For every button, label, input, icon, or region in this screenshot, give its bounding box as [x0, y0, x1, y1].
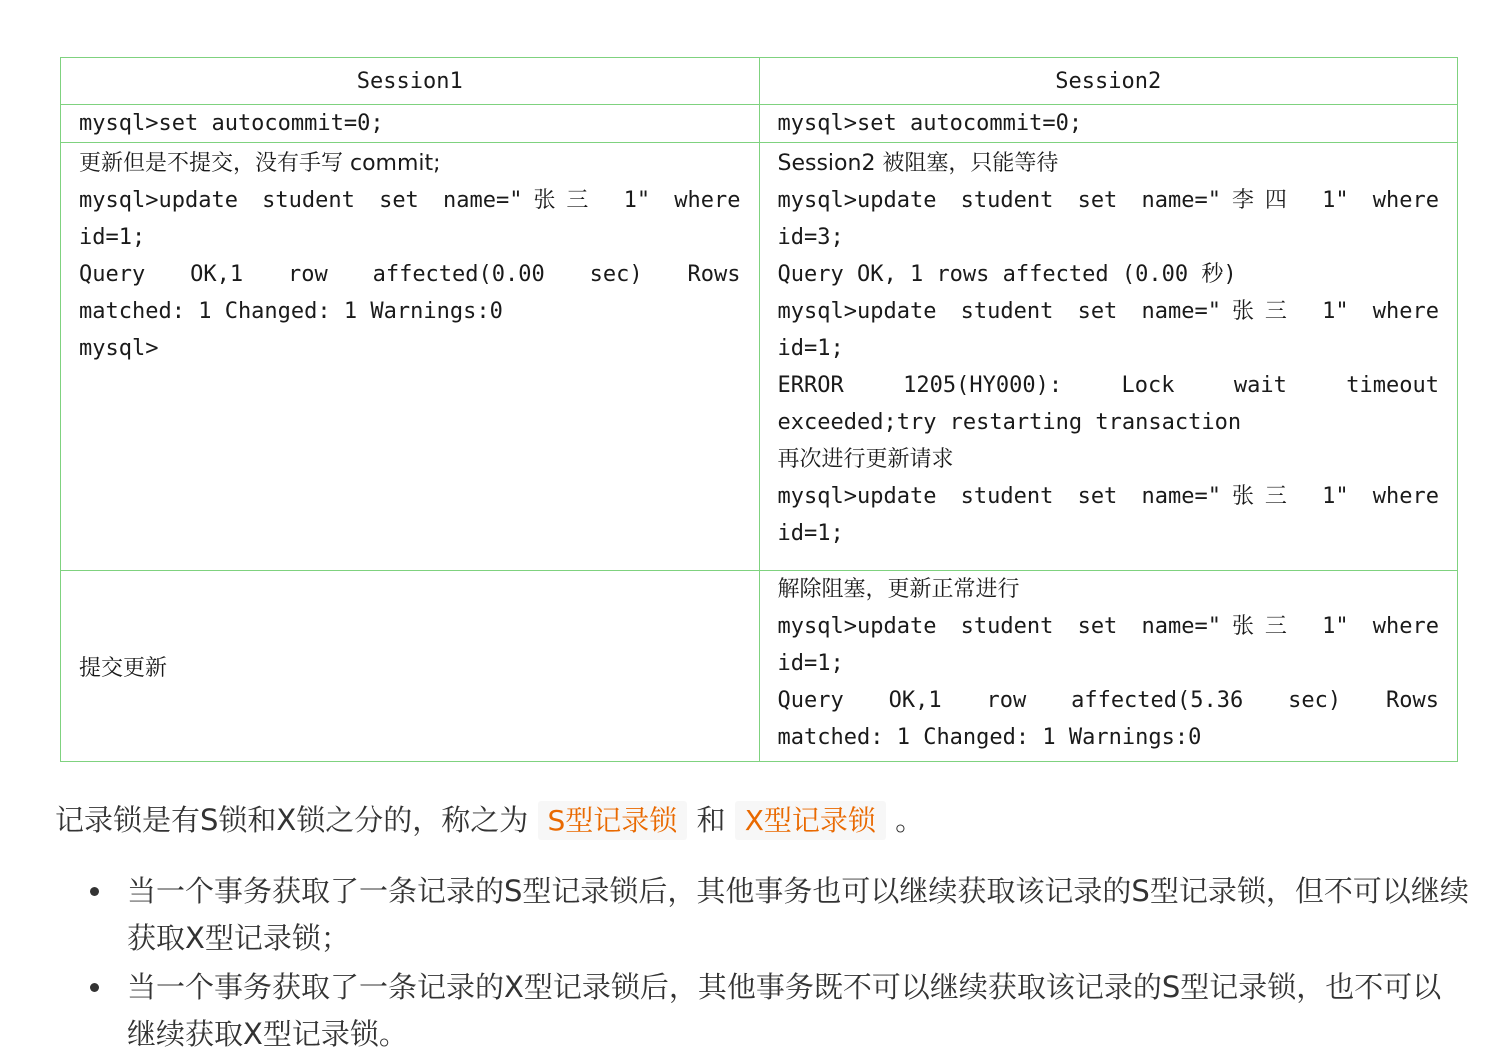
cell-line: Query OK,1 row affected(0.00 sec) Rows: [79, 262, 741, 287]
paragraph-prefix: 记录锁是有S锁和X锁之分的，称之为: [55, 803, 529, 837]
cell-line: 更新但是不提交，没有手写 commit;: [79, 151, 441, 176]
cell-line: Session2 被阻塞，只能等待: [777, 151, 1059, 176]
bullet-icon: [90, 983, 99, 992]
header-session2: Session2: [759, 58, 1458, 105]
cell-line: ERROR 1205(HY000): Lock wait timeout: [777, 373, 1439, 398]
row2-session2: [759, 143, 1458, 571]
cell-line: exceeded;try restarting transaction: [777, 410, 1242, 435]
cell-line: id=1;: [777, 336, 844, 361]
row2-session1: [61, 143, 760, 571]
list-item-text: 当一个事务获取了一条记录的S型记录锁后，其他事务也可以继续获取该记录的S型记录锁，但不可以继续获取X型记录锁；: [127, 874, 1469, 955]
header-session1: Session1: [61, 58, 760, 105]
list-item-text: 当一个事务获取了一条记录的X型记录锁后，其他事务既不可以继续获取该记录的S型记录锁，也不可以继续获取X型记录锁。: [127, 970, 1442, 1051]
cell-line: 再次进行更新请求: [777, 447, 954, 472]
cell-line: mysql>update student set name="张三 1" where: [79, 188, 741, 213]
session-comparison-table: [60, 57, 1458, 762]
cell-line: id=1;: [777, 651, 844, 676]
row3-session1: 提交更新: [61, 571, 760, 762]
row1-session2: mysql>set autocommit=0;: [759, 105, 1458, 143]
cell-line: id=1;: [79, 225, 146, 250]
cell-line: id=1;: [777, 521, 844, 546]
paragraph-middle: 和: [696, 803, 726, 837]
cell-line: 解除阻塞，更新正常进行: [777, 577, 1020, 602]
paragraph-suffix: 。: [895, 803, 925, 837]
row3-session2: [759, 571, 1458, 762]
lock-rules-list: [90, 868, 1470, 1060]
record-lock-paragraph: [55, 794, 924, 847]
row1-session1: mysql>set autocommit=0;: [61, 105, 760, 143]
list-item: [90, 964, 1470, 1058]
cell-line: mysql>update student set name="张三 1" where: [777, 484, 1439, 509]
cell-line: mysql>update student set name="张三 1" where: [777, 299, 1439, 324]
cell-line: matched: 1 Changed: 1 Warnings:0: [777, 725, 1202, 750]
cell-line: Query OK,1 row affected(5.36 sec) Rows: [777, 688, 1439, 713]
cell-line: id=3;: [777, 225, 844, 250]
inline-code-x-lock: X型记录锁: [735, 801, 886, 840]
cell-line: matched: 1 Changed: 1 Warnings:0: [79, 299, 503, 324]
inline-code-s-lock: S型记录锁: [538, 801, 688, 840]
cell-line: Query OK, 1 rows affected (0.00 秒): [777, 262, 1237, 287]
cell-line: mysql>update student set name="李四 1" where: [777, 188, 1439, 213]
bullet-icon: [90, 887, 99, 896]
list-item: [90, 868, 1470, 962]
cell-line: mysql>: [79, 336, 159, 361]
cell-line: mysql>update student set name="张三 1" where: [777, 614, 1439, 639]
